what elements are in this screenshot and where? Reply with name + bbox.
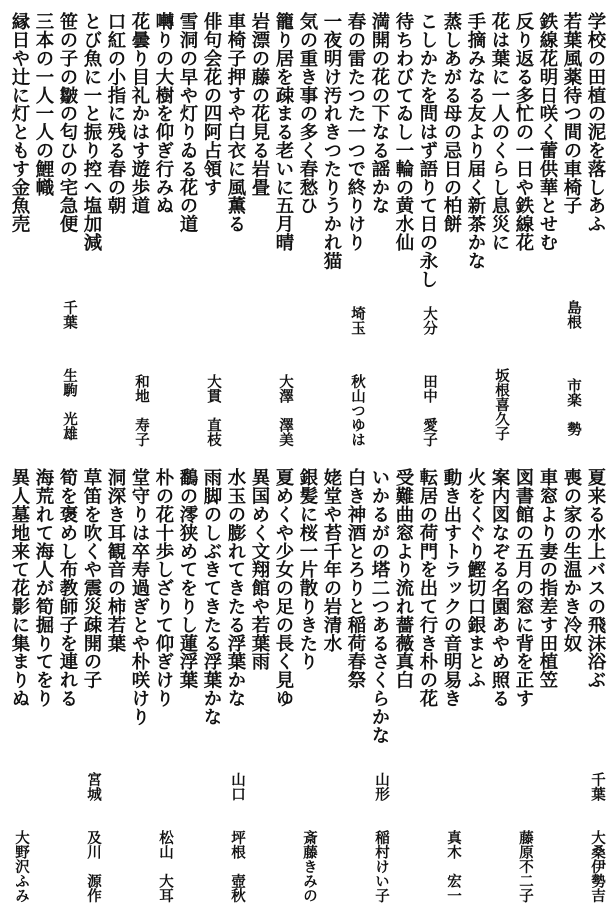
haiku-line: 雪洞の早や灯りゐる花の道	[177, 12, 198, 233]
haiku-line: 堂守りは卒寿過ぎとや朴咲けり	[129, 468, 150, 726]
haiku-line: 車椅子押すや白衣に風薫る	[225, 12, 246, 233]
haiku-line: 籠り居を疎まる老いに五月晴	[273, 12, 294, 252]
haiku-line: 反り返る多忙の一日や鉄線花	[513, 12, 534, 252]
author-name: 市楽 勢	[565, 378, 582, 436]
haiku-line: 雨脚のしぶきてきたる浮葉かな	[201, 468, 222, 726]
haiku-line: 白き神酒とろりと稲荷春祭	[345, 468, 366, 689]
author-prefecture: 宮城	[85, 772, 102, 801]
author-name: 大澤 澤美	[277, 374, 294, 447]
author-name: 大野沢ふみ	[13, 830, 30, 903]
haiku-line: 一夜明け汚れきつたりうかれ猫	[321, 12, 342, 270]
haiku-line: 水玉の膨れてきたる浮葉かな	[225, 468, 246, 708]
haiku-line: 気の重き事の多く春愁ひ	[297, 12, 318, 215]
author-name: 田中 愛子	[421, 374, 438, 447]
haiku-line: 夏めくや少女の足の長く見ゆ	[273, 468, 294, 708]
haiku-line: 花曇り目礼かはす遊歩道	[129, 12, 150, 215]
haiku-line: 岩漂の藤の花見る岩畳	[249, 12, 270, 196]
author-prefecture: 島根	[565, 300, 582, 329]
author-name: 大桑伊勢吉	[589, 830, 606, 903]
haiku-line: 動き出すトラックの音明易き	[441, 468, 462, 708]
haiku-line: 異人墓地来て花影に集まりぬ	[9, 468, 30, 708]
haiku-line: 鷭の澪狭めてをりし蓮浮葉	[177, 468, 198, 689]
haiku-line: 図書館の五月の窓に背を正す	[513, 468, 534, 708]
haiku-line: 若葉風薬待つ間の車椅子	[561, 12, 582, 215]
haiku-line: いかるがの塔二つあるさくらかな	[369, 468, 390, 744]
haiku-line: 夏来る水上バスの飛沫浴ぶ	[585, 468, 606, 689]
author-name: 秋山つゆは	[349, 374, 366, 447]
haiku-line: 三本の一人一人の鯉幟	[33, 12, 54, 196]
author-name: 坂根喜久子	[493, 368, 510, 441]
haiku-line: とび魚に一と振り控へ塩加減	[81, 12, 102, 252]
author-name: 生駒 光雄	[61, 368, 78, 441]
haiku-line: 案内図なぞる名園あやめ照る	[489, 468, 510, 708]
haiku-line: 俳句会花の四阿占領す	[201, 12, 222, 196]
author-prefecture: 埼玉	[349, 306, 366, 335]
haiku-line: 学校の田植の泥を落しあふ	[585, 12, 606, 233]
haiku-line: 車窓より妻の指差す田植笠	[537, 468, 558, 689]
author-name: 真木 宏一	[445, 830, 462, 903]
author-prefecture: 千葉	[61, 300, 78, 329]
haiku-line: 鉄線花明日咲く蕾供華とせむ	[537, 12, 558, 252]
haiku-line: 異国めく文翔館や若葉雨	[249, 468, 270, 671]
haiku-line: 草笛を吹くや震災疎開の子	[81, 468, 102, 689]
haiku-line: 待ちわびてゐし一輪の黄水仙	[393, 12, 414, 252]
haiku-line: 筍を褒めし布教師子を連れる	[57, 468, 78, 708]
haiku-line: 笹の子の皺の匂ひの宅急便	[57, 12, 78, 233]
haiku-line: 蒸しあがる母の忌日の柏餅	[441, 12, 462, 233]
author-name: 松山 大耳	[157, 830, 174, 903]
author-name: 斎藤きみの	[301, 830, 318, 903]
haiku-line: 縁日や辻に灯ともす金魚売	[9, 12, 30, 233]
author-name: 大貫 直枝	[205, 374, 222, 447]
haiku-line: 手摘みなる友より届く新茶かな	[465, 12, 486, 270]
author-prefecture: 千葉	[589, 772, 606, 801]
haiku-line: 口紅の小指に残る春の朝	[105, 12, 126, 215]
haiku-line: 満開の花の下なる謡かな	[369, 12, 390, 215]
author-name: 及川 源作	[85, 830, 102, 903]
haiku-line: 花は葉に一人のくらし息災に	[489, 12, 510, 252]
author-name: 藤原不二子	[517, 830, 534, 903]
haiku-line: 朴の花十歩しざりて仰ぎけり	[153, 468, 174, 708]
haiku-line: 銀髪に桜一片散りきたり	[297, 468, 318, 671]
haiku-line: 海荒れて海人が筍掘りてをり	[33, 468, 54, 708]
author-prefecture: 山口	[229, 772, 246, 801]
haiku-line: 受難曲窓より流れ薔薇真白	[393, 468, 414, 689]
haiku-line: 火をくぐり鰹切口銀まとふ	[465, 468, 486, 689]
author-name: 稲村けい子	[373, 830, 390, 903]
author-name: 坪根 壺秋	[229, 830, 246, 903]
author-prefecture: 大分	[421, 306, 438, 335]
author-name: 和地 寿子	[133, 374, 150, 447]
haiku-line: 洞深き耳観音の柿若葉	[105, 468, 126, 652]
haiku-line: 転居の荷門を出て行き朴の花	[417, 468, 438, 708]
haiku-line: 喪の家の生温かき冷奴	[561, 468, 582, 652]
haiku-line: 姥堂や苔千年の岩清水	[321, 468, 342, 652]
author-prefecture: 山形	[373, 772, 390, 801]
haiku-line: 春の雷たつた一つで終りけり	[345, 12, 366, 252]
haiku-line: 囀りの大樹を仰ぎ行みぬ	[153, 12, 174, 215]
haiku-line: こしかたを問はず語りて日の永し	[417, 12, 438, 288]
